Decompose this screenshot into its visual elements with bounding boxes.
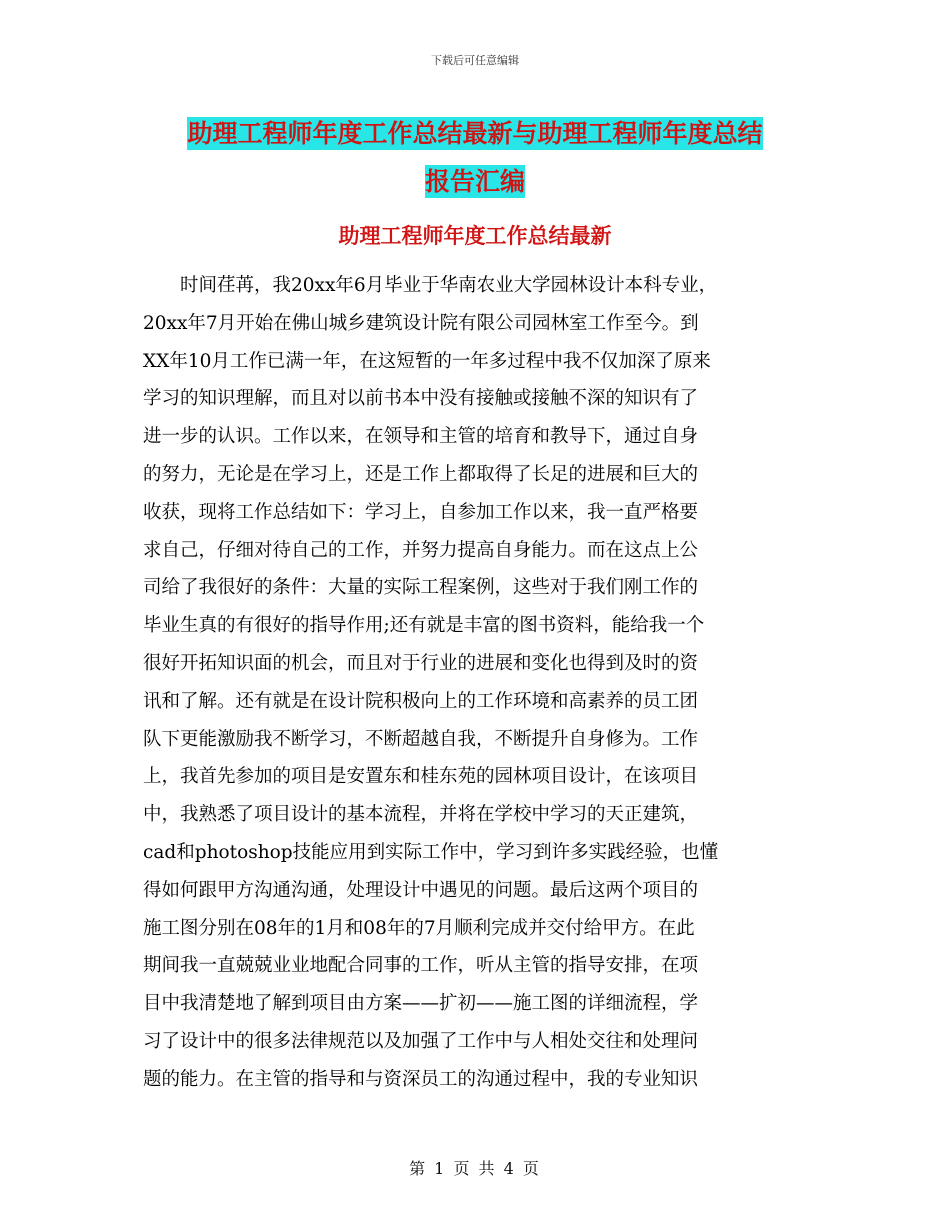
body-paragraph [143, 267, 811, 1099]
section-heading: 助理工程师年度工作总结最新 [338, 224, 612, 248]
text-line: 时间荏苒，我20xx年6月毕业于华南农业大学园林设计本科专业， [143, 275, 718, 296]
text-line: 讯和了解。还有就是在设计院积极向上的工作环境和高素养的员工团 [143, 690, 699, 712]
text-line: 收获，现将工作总结如下：学习上，自参加工作以来，我一直严格要 [143, 501, 699, 523]
text-line: cad和photoshop技能应用到实际工作中，学习到许多实践经验，也懂 [143, 841, 719, 863]
text-line: 得如何跟甲方沟通沟通，处理设计中遇见的问题。最后这两个项目的 [143, 879, 699, 901]
text-line: 司给了我很好的条件：大量的实际工程案例，这些对于我们刚工作的 [143, 577, 699, 599]
text-line: 很好开拓知识面的机会，而且对于行业的进展和变化也得到及时的资 [143, 652, 699, 674]
page-number-footer: 第 1 页 共 4 页 [409, 1159, 541, 1178]
text-line: 学习的知识理解，而且对以前书本中没有接触或接触不深的知识有了 [143, 388, 699, 410]
text-line: 队下更能激励我不断学习，不断超越自我，不断提升自身修为。工作 [143, 728, 699, 750]
page-header-note: 下载后可任意编辑 [431, 54, 519, 67]
text-line: 求自己，仔细对待自己的工作，并努力提高自身能力。而在这点上公 [143, 539, 699, 561]
document-title-line-2: 报告汇编 [424, 167, 525, 196]
document-title-line-1: 助理工程师年度工作总结最新与助理工程师年度总结 [187, 119, 763, 148]
text-line: 施工图分别在08年的1月和08年的7月顺利完成并交付给甲方。在此 [143, 917, 695, 939]
text-line: 习了设计中的很多法律规范以及加强了工作中与人相处交往和处理问 [143, 1030, 699, 1052]
text-line: 中，我熟悉了项目设计的基本流程，并将在学校中学习的天正建筑， [143, 804, 699, 826]
text-line: 期间我一直兢兢业业地配合同事的工作，听从主管的指导安排，在项 [143, 955, 699, 977]
text-line: 题的能力。在主管的指导和与资深员工的沟通过程中，我的专业知识 [143, 1068, 699, 1090]
text-line: 上，我首先参加的项目是安置东和桂东苑的园林项目设计，在该项目 [143, 766, 699, 788]
document-title [0, 110, 950, 206]
text-line: 目中我清楚地了解到项目由方案——扩初——施工图的详细流程，学 [143, 993, 699, 1015]
text-line: 毕业生真的有很好的指导作用;还有就是丰富的图书资料，能给我一个 [143, 615, 705, 637]
text-line: 进一步的认识。工作以来，在领导和主管的培育和教导下，通过自身 [143, 426, 699, 448]
text-line: XX年10月工作已满一年，在这短暂的一年多过程中我不仅加深了原来 [143, 350, 711, 372]
text-line: 20xx年7月开始在佛山城乡建筑设计院有限公司园林室工作至今。到 [143, 312, 699, 334]
text-line: 的努力，无论是在学习上，还是工作上都取得了长足的进展和巨大的 [143, 463, 699, 485]
